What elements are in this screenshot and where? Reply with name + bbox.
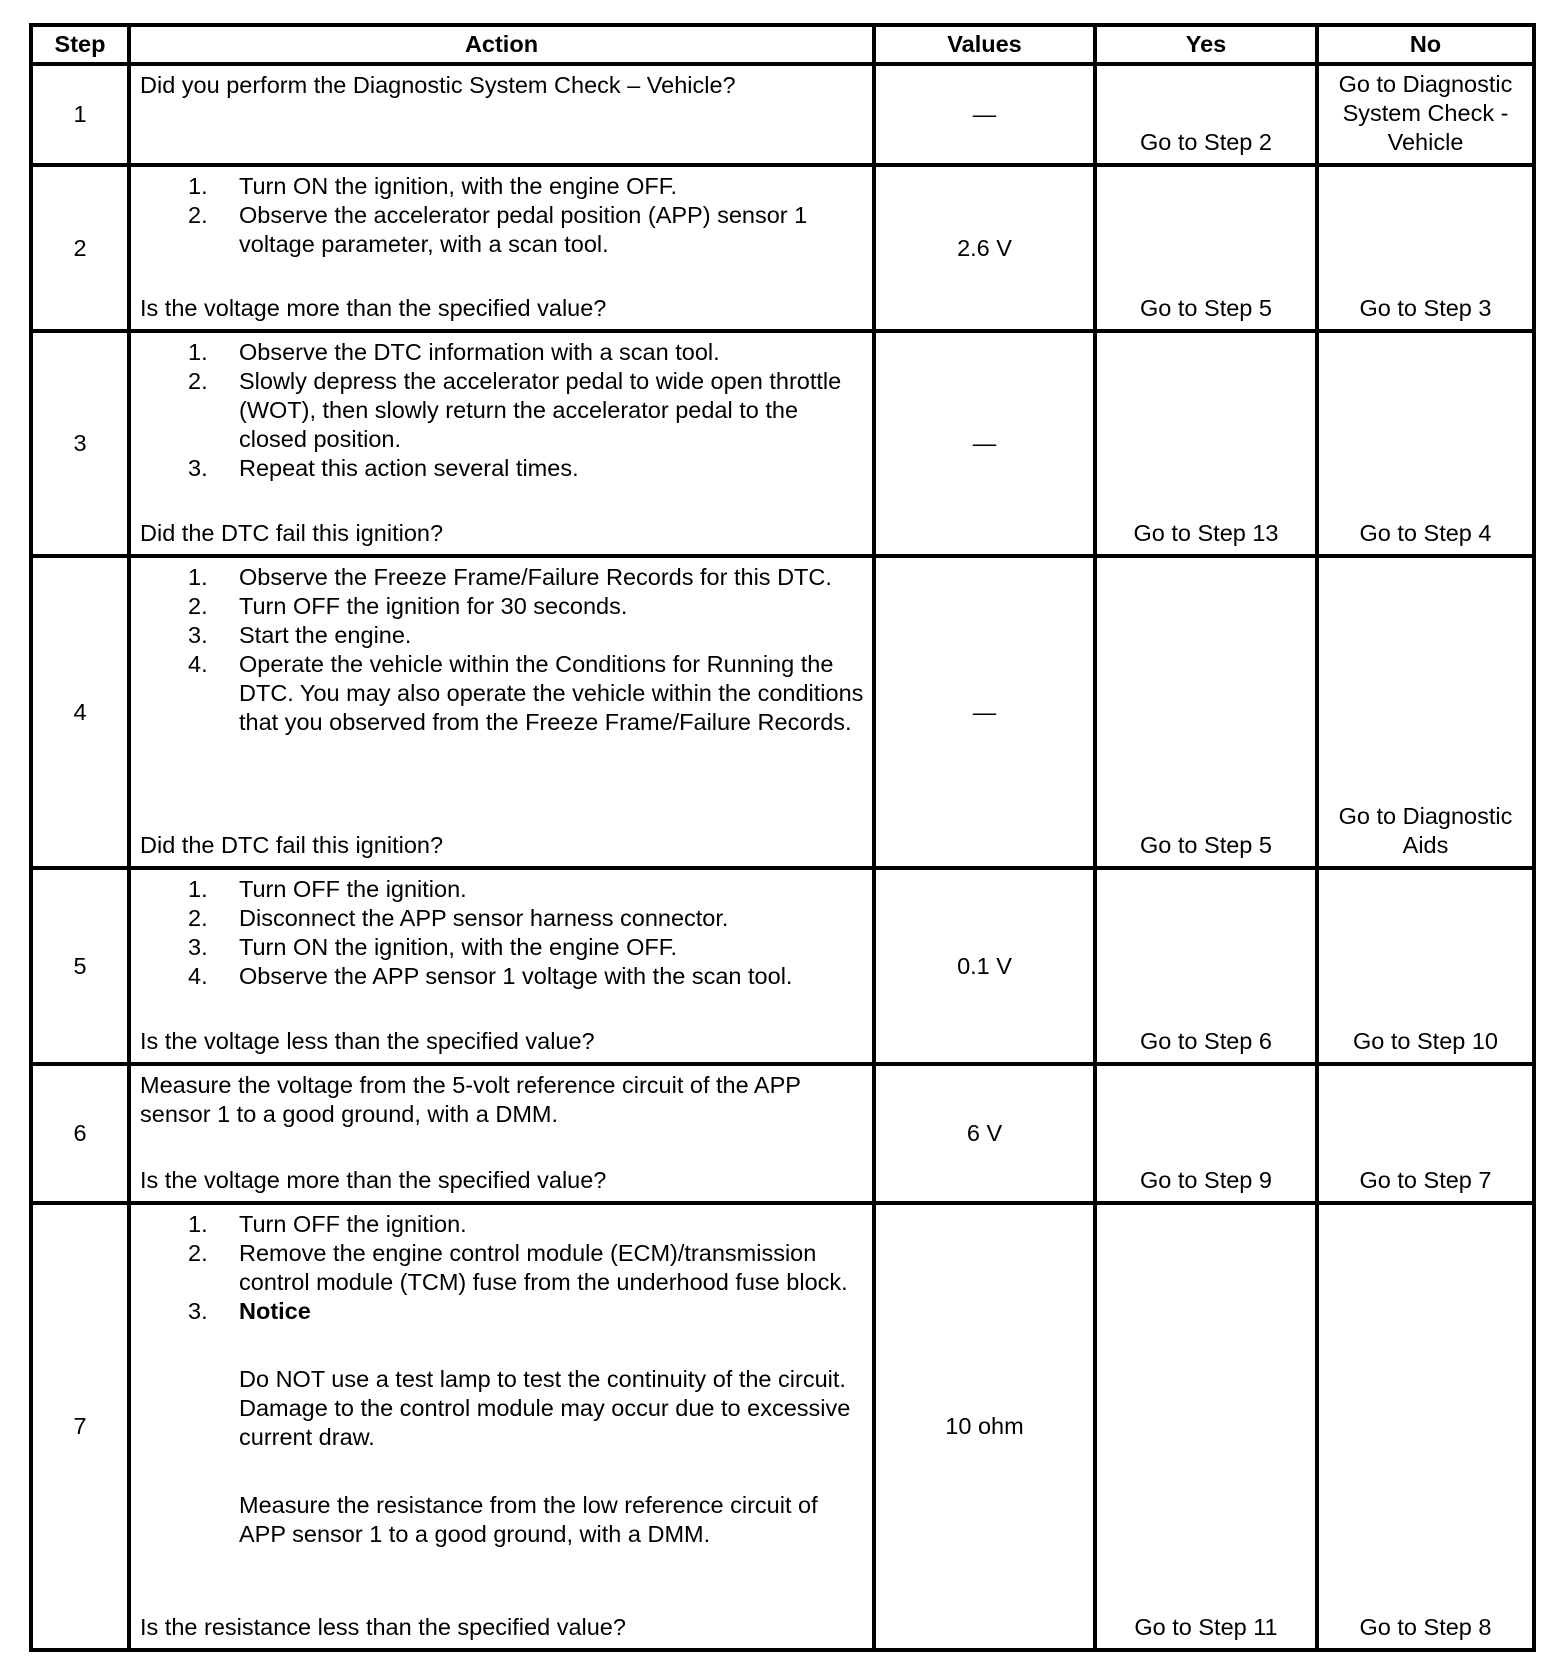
action-cell (131, 558, 872, 866)
value-cell: — (972, 101, 997, 127)
item-text: Observe the Freeze Frame/Failure Records for this DTC. (239, 564, 832, 590)
no-link: Go to Step 10 (1352, 1028, 1499, 1054)
yes-link: Go to Step 9 (1140, 1167, 1272, 1193)
step-number: 6 (73, 1120, 87, 1146)
action-cell (131, 66, 872, 163)
notice-heading: Notice (239, 1298, 311, 1324)
header-no: No (1409, 31, 1442, 57)
no-link-line: Vehicle (1387, 129, 1464, 155)
item-text: Repeat this action several times. (239, 455, 579, 481)
item-number: 3. (188, 622, 208, 648)
item-number: 2. (188, 1240, 208, 1266)
value-cell: — (972, 698, 997, 725)
action-intro: Did you perform the Diagnostic System Check – Vehicle? (140, 72, 736, 98)
item-text: Remove the engine control module (ECM)/transmission control module (TCM) fuse from the underhood fuse block. (239, 1240, 848, 1295)
action-step (188, 962, 864, 991)
no-link: Go to Step 8 (1359, 1614, 1492, 1640)
action-step (188, 904, 864, 933)
step-number: 7 (73, 1413, 87, 1439)
action-step (188, 1210, 864, 1239)
item-number: 2. (188, 593, 208, 619)
step-number: 2 (73, 234, 87, 261)
item-number: 3. (188, 934, 208, 960)
header-action: Action (464, 31, 539, 57)
header-yes: Yes (1185, 31, 1227, 57)
action-step (188, 621, 864, 650)
item-text: Disconnect the APP sensor harness connector. (239, 905, 729, 931)
yes-link: Go to Step 13 (1133, 520, 1279, 546)
item-text: Slowly depress the accelerator pedal to wide open throttle (WOT), then slowly return the accelerator pedal to the closed position. (239, 368, 842, 452)
action-step (188, 338, 864, 367)
action-question: Is the voltage more than the specified value? (140, 1167, 607, 1193)
action-steps (140, 563, 864, 737)
action-steps (140, 875, 864, 991)
step-number: 5 (73, 952, 87, 979)
item-number: 3. (188, 1298, 208, 1324)
action-step (188, 592, 864, 621)
no-link-line: Go to Diagnostic (1338, 803, 1513, 829)
value-cell: 0.1 V (957, 952, 1012, 979)
header-values: Values (947, 31, 1022, 57)
item-text: Turn ON the ignition, with the engine OFF. (239, 173, 678, 199)
action-question: Did the DTC fail this ignition? (140, 832, 444, 858)
measure-text: Measure the resistance from the low reference circuit of APP sensor 1 to a good ground, with a DMM. (239, 1492, 818, 1547)
item-number: 4. (188, 963, 208, 989)
no-cell (1319, 870, 1532, 1062)
no-cell (1319, 167, 1532, 329)
action-step (188, 367, 864, 454)
item-number: 2. (188, 202, 208, 228)
value-cell: 6 V (966, 1120, 1003, 1146)
item-number: 1. (188, 564, 208, 590)
action-step (188, 1239, 864, 1297)
no-link-line: Aids (1402, 832, 1449, 858)
item-number: 1. (188, 339, 208, 365)
action-cell (131, 1066, 872, 1201)
notice-text: Do NOT use a test lamp to test the continuity of the circuit. Damage to the control module may occur due to excessive current draw. (239, 1366, 851, 1450)
yes-cell (1097, 870, 1315, 1062)
yes-cell (1097, 333, 1315, 554)
no-link-line: Go to Diagnostic (1338, 71, 1513, 97)
action-step (188, 172, 864, 201)
step-number: 4 (73, 698, 87, 725)
action-question: Did the DTC fail this ignition? (140, 520, 444, 546)
yes-cell (1097, 167, 1315, 329)
no-cell (1319, 66, 1532, 163)
yes-cell (1097, 1205, 1315, 1648)
action-step (188, 875, 864, 904)
yes-link: Go to Step 11 (1134, 1614, 1278, 1640)
yes-link: Go to Step 2 (1140, 129, 1272, 155)
action-step (188, 650, 864, 737)
no-link-line: System Check - (1342, 100, 1509, 126)
no-cell (1319, 1066, 1532, 1201)
item-number: 3. (188, 455, 208, 481)
value-cell: 2.6 V (957, 234, 1012, 261)
no-cell (1319, 1205, 1532, 1648)
item-text: Operate the vehicle within the Conditions for Running the DTC. You may also operate the vehicle within the conditions that you observed from the Freeze Frame/Failure Records. (239, 651, 864, 735)
yes-link: Go to Step 5 (1140, 295, 1272, 321)
yes-cell (1097, 66, 1315, 163)
item-text: Start the engine. (239, 622, 412, 648)
no-link: Go to Step 3 (1359, 295, 1492, 321)
yes-link: Go to Step 6 (1140, 1028, 1272, 1054)
item-text: Turn ON the ignition, with the engine OFF. (239, 934, 678, 960)
step-number: 3 (73, 430, 87, 456)
no-cell (1319, 333, 1532, 554)
no-link: Go to Step 4 (1359, 520, 1492, 546)
action-steps (140, 1210, 864, 1326)
item-text: Observe the accelerator pedal position (APP) sensor 1 voltage parameter, with a scan tool. (239, 202, 808, 257)
action-step (188, 454, 864, 483)
action-question: Is the voltage less than the specified value? (140, 1028, 595, 1054)
item-number: 2. (188, 905, 208, 931)
item-text: Observe the APP sensor 1 voltage with the scan tool. (239, 963, 793, 989)
action-cell (131, 870, 872, 1062)
value-cell: 10 ohm (945, 1413, 1024, 1439)
no-cell (1319, 558, 1532, 866)
action-question: Is the voltage more than the specified value? (140, 295, 607, 321)
item-number: 1. (188, 1211, 208, 1237)
action-cell (131, 1205, 872, 1648)
action-step (188, 1297, 864, 1326)
action-question: Is the resistance less than the specified value? (140, 1614, 626, 1640)
action-intro: Measure the voltage from the 5-volt reference circuit of the APP sensor 1 to a good ground, with a DMM. (140, 1072, 801, 1127)
item-text: Observe the DTC information with a scan tool. (239, 339, 720, 365)
header-step: Step (54, 31, 106, 57)
item-text: Turn OFF the ignition. (239, 1211, 467, 1237)
yes-cell (1097, 558, 1315, 866)
item-text: Turn OFF the ignition for 30 seconds. (239, 593, 628, 619)
yes-link: Go to Step 5 (1140, 832, 1272, 858)
no-link: Go to Step 7 (1359, 1167, 1492, 1193)
action-steps (140, 172, 864, 259)
action-step (188, 201, 864, 259)
action-step (188, 563, 864, 592)
action-cell (131, 167, 872, 329)
item-number: 1. (188, 876, 208, 902)
step-number: 1 (73, 101, 87, 127)
action-cell (131, 333, 872, 554)
value-cell: — (972, 430, 997, 456)
item-number: 2. (188, 368, 208, 394)
item-number: 4. (188, 651, 208, 677)
item-text: Turn OFF the ignition. (239, 876, 467, 902)
yes-cell (1097, 1066, 1315, 1201)
action-steps (140, 338, 864, 483)
item-number: 1. (188, 173, 208, 199)
action-step (188, 933, 864, 962)
